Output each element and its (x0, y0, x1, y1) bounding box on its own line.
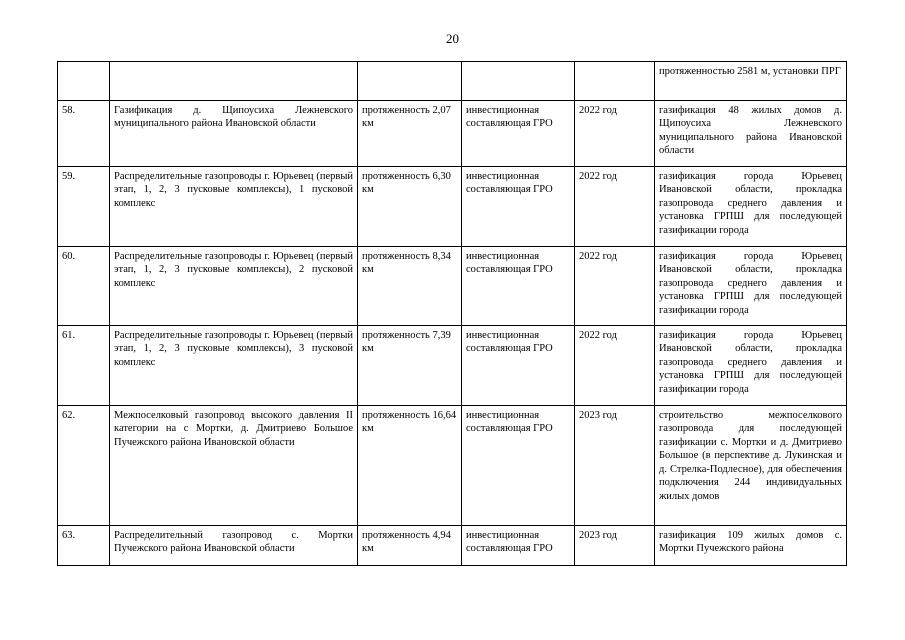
project-name: Распределительные газопроводы г. Юрьевец (первый этап, 1, 2, 3 пусковые комплексы), 3 пусковой комплекс (110, 326, 358, 406)
project-result: протяженностью 2581 м, установки ПРГ (655, 62, 847, 101)
project-name: Распределительный газопровод с. Мортки Пучежского района Ивановской области (110, 526, 358, 566)
row-number (58, 62, 110, 101)
project-length: протяженность 2,07 км (358, 101, 462, 167)
funding-source: инвестиционная составляющая ГРО (462, 326, 575, 406)
project-result: газификация города Юрьевец Ивановской области, прокладка газопровода среднего давления и установка ГРПШ для последующей газификации города (655, 326, 847, 406)
project-year: 2023 год (575, 526, 655, 566)
project-name: Газификация д. Щипоусиха Лежневского муниципального района Ивановской области (110, 101, 358, 167)
row-number: 62. (58, 406, 110, 526)
project-result: газификация города Юрьевец Ивановской области, прокладка газопровода среднего давления и установка ГРПШ для последующей газификации города (655, 247, 847, 326)
project-result: газификация города Юрьевец Ивановской области, прокладка газопровода среднего давления и установка ГРПШ для последующей газификации города (655, 167, 847, 247)
project-year: 2022 год (575, 326, 655, 406)
funding-source (462, 62, 575, 101)
project-length: протяженность 4,94 км (358, 526, 462, 566)
project-year: 2022 год (575, 167, 655, 247)
project-year: 2022 год (575, 101, 655, 167)
row-number: 59. (58, 167, 110, 247)
project-length (358, 62, 462, 101)
project-length: протяженность 7,39 км (358, 326, 462, 406)
table-row (58, 62, 847, 101)
table-row (58, 526, 847, 566)
project-name: Распределительные газопроводы г. Юрьевец (первый этап, 1, 2, 3 пусковые комплексы), 2 пусковой комплекс (110, 247, 358, 326)
row-number: 63. (58, 526, 110, 566)
project-length: протяженность 8,34 км (358, 247, 462, 326)
table-row (58, 247, 847, 326)
project-name: Распределительные газопроводы г. Юрьевец (первый этап, 1, 2, 3 пусковые комплексы), 1 пусковой комплекс (110, 167, 358, 247)
project-result: газификация 48 жилых домов д. Щипоусиха Лежневского муниципального района Ивановской области (655, 101, 847, 167)
row-number: 61. (58, 326, 110, 406)
table-row (58, 101, 847, 167)
project-year: 2023 год (575, 406, 655, 526)
project-name: Межпоселковый газопровод высокого давления II категории на с Мортки, д. Дмитриево Большое Пучежского района Ивановской области (110, 406, 358, 526)
project-result: газификация 109 жилых домов с. Мортки Пучежского района (655, 526, 847, 566)
row-number: 58. (58, 101, 110, 167)
funding-source: инвестиционная составляющая ГРО (462, 167, 575, 247)
project-length: протяженность 6,30 км (358, 167, 462, 247)
row-number: 60. (58, 247, 110, 326)
project-year: 2022 год (575, 247, 655, 326)
funding-source: инвестиционная составляющая ГРО (462, 526, 575, 566)
table-row (58, 167, 847, 247)
funding-source: инвестиционная составляющая ГРО (462, 406, 575, 526)
table-row (58, 406, 847, 526)
funding-source: инвестиционная составляющая ГРО (462, 247, 575, 326)
funding-source: инвестиционная составляющая ГРО (462, 101, 575, 167)
project-length: протяженность 16,64 км (358, 406, 462, 526)
project-year (575, 62, 655, 101)
page-number: 20 (446, 31, 459, 46)
project-result: строительство межпоселкового газопровода для последующей газификации с. Мортки и д. Дмитриево Большое (в перспективе д. Лукинская и д. Стрелка-Подлесное), для обеспечения подключения 244 индивидуальных жилых домов (655, 406, 847, 526)
project-name (110, 62, 358, 101)
projects-table (57, 61, 847, 566)
table-row (58, 326, 847, 406)
